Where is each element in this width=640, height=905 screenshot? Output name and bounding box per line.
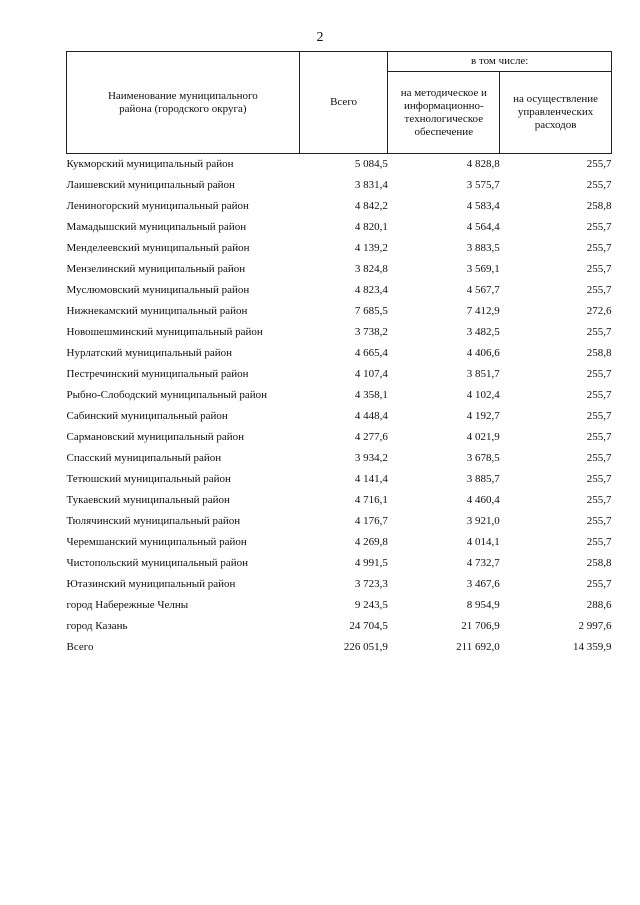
row-name: Лаишевский муниципальный район bbox=[66, 179, 235, 191]
row-methodical: 4 564,4 bbox=[466, 221, 500, 233]
row-methodical: 3 569,1 bbox=[466, 263, 500, 275]
row-name: город Казань bbox=[66, 620, 128, 632]
row-administrative: 255,7 bbox=[586, 410, 612, 422]
page-number: 2 bbox=[316, 30, 324, 45]
row-total: 4 269,8 bbox=[354, 536, 388, 548]
row-name: Тюлячинский муниципальный район bbox=[66, 515, 241, 527]
table-row bbox=[67, 511, 612, 532]
row-total: 4 716,1 bbox=[354, 494, 388, 506]
table-row bbox=[67, 259, 612, 280]
row-total: 4 107,4 bbox=[354, 368, 388, 380]
row-administrative: 255,7 bbox=[586, 263, 612, 275]
budget-table bbox=[66, 51, 612, 658]
table-row bbox=[67, 175, 612, 196]
row-total: 3 934,2 bbox=[354, 452, 388, 464]
row-methodical: 4 460,4 bbox=[466, 494, 500, 506]
row-total: 4 141,4 bbox=[354, 473, 388, 485]
table-row bbox=[67, 301, 612, 322]
row-methodical: 211 692,0 bbox=[456, 641, 500, 653]
row-methodical: 4 828,8 bbox=[466, 158, 500, 170]
row-administrative: 255,7 bbox=[586, 368, 612, 380]
row-total: 4 820,1 bbox=[354, 221, 388, 233]
row-total: 5 084,5 bbox=[354, 158, 388, 170]
row-total: 4 358,1 bbox=[354, 389, 388, 401]
row-name: Сармановский муниципальный район bbox=[66, 431, 245, 443]
row-total: 4 176,7 bbox=[354, 515, 388, 527]
row-total: 4 842,2 bbox=[354, 200, 388, 212]
row-total: 3 824,8 bbox=[354, 263, 388, 275]
row-name: Тетюшский муниципальный район bbox=[66, 473, 231, 485]
row-methodical: 4 567,7 bbox=[466, 284, 500, 296]
row-administrative: 255,7 bbox=[586, 536, 612, 548]
row-name: Всего bbox=[66, 641, 94, 653]
row-total: 9 243,5 bbox=[354, 599, 388, 611]
row-administrative: 255,7 bbox=[586, 158, 612, 170]
row-total: 7 685,5 bbox=[354, 305, 388, 317]
row-methodical: 3 482,5 bbox=[466, 326, 500, 338]
row-administrative: 288,6 bbox=[586, 599, 612, 611]
table-row bbox=[67, 154, 612, 176]
row-methodical: 3 678,5 bbox=[466, 452, 500, 464]
table-row bbox=[67, 343, 612, 364]
row-name: Нижнекамский муниципальный район bbox=[66, 305, 248, 317]
table-row bbox=[67, 532, 612, 553]
row-total: 4 139,2 bbox=[354, 242, 388, 254]
table-body bbox=[67, 154, 612, 659]
row-name: Кукморский муниципальный район bbox=[66, 158, 234, 170]
row-name: Черемшанский муниципальный район bbox=[66, 536, 247, 548]
row-administrative: 255,7 bbox=[586, 515, 612, 527]
row-methodical: 4 192,7 bbox=[466, 410, 500, 422]
row-methodical: 4 021,9 bbox=[466, 431, 500, 443]
row-name: Пестречинский муниципальный район bbox=[66, 368, 249, 380]
table-row bbox=[67, 364, 612, 385]
row-name: Менделеевский муниципальный район bbox=[66, 242, 250, 254]
row-total: 4 448,4 bbox=[354, 410, 388, 422]
row-administrative: 255,7 bbox=[586, 242, 612, 254]
row-administrative: 272,6 bbox=[586, 305, 612, 317]
row-administrative: 258,8 bbox=[586, 347, 612, 359]
row-administrative: 255,7 bbox=[586, 473, 612, 485]
row-administrative: 258,8 bbox=[586, 200, 612, 212]
row-administrative: 255,7 bbox=[586, 578, 612, 590]
row-name: Мензелинский муниципальный район bbox=[66, 263, 246, 275]
row-total: 4 991,5 bbox=[354, 557, 388, 569]
row-name: Рыбно-Слободский муниципальный район bbox=[66, 389, 268, 401]
row-methodical: 4 014,1 bbox=[466, 536, 500, 548]
header-total: Всего bbox=[299, 52, 388, 154]
row-name: Лениногорский муниципальный район bbox=[66, 200, 249, 212]
row-administrative: 14 359,9 bbox=[573, 641, 612, 653]
row-methodical: 8 954,9 bbox=[466, 599, 500, 611]
header-name: Наименование муниципального района (городского округа) bbox=[67, 52, 300, 154]
header-administrative: на осуществление управленческих расходов bbox=[500, 72, 612, 154]
row-methodical: 4 583,4 bbox=[466, 200, 500, 212]
row-methodical: 4 406,6 bbox=[466, 347, 500, 359]
table-row bbox=[67, 385, 612, 406]
row-methodical: 3 467,6 bbox=[466, 578, 500, 590]
row-administrative: 258,8 bbox=[586, 557, 612, 569]
row-total: 3 831,4 bbox=[354, 179, 388, 191]
row-methodical: 4 102,4 bbox=[466, 389, 500, 401]
row-administrative: 255,7 bbox=[586, 431, 612, 443]
row-total: 4 277,6 bbox=[354, 431, 388, 443]
row-methodical: 3 851,7 bbox=[466, 368, 500, 380]
table-header bbox=[67, 52, 612, 154]
row-name: Мамадышский муниципальный район bbox=[66, 221, 247, 233]
table-row bbox=[67, 406, 612, 427]
row-methodical: 4 732,7 bbox=[466, 557, 500, 569]
table-row bbox=[67, 574, 612, 595]
row-name: Сабинский муниципальный район bbox=[66, 410, 228, 422]
table-row bbox=[67, 217, 612, 238]
row-administrative: 2 997,6 bbox=[578, 620, 612, 632]
row-name: Нурлатский муниципальный район bbox=[66, 347, 233, 359]
row-total: 4 823,4 bbox=[354, 284, 388, 296]
row-methodical: 3 575,7 bbox=[466, 179, 500, 191]
row-administrative: 255,7 bbox=[586, 494, 612, 506]
table-row bbox=[67, 595, 612, 616]
header-methodical: на методическое и информационно-технологическое обеспечение bbox=[388, 72, 500, 154]
table-row bbox=[67, 196, 612, 217]
row-total: 24 704,5 bbox=[349, 620, 388, 632]
row-methodical: 3 883,5 bbox=[466, 242, 500, 254]
row-administrative: 255,7 bbox=[586, 326, 612, 338]
row-name: город Набережные Челны bbox=[66, 599, 189, 611]
row-methodical: 21 706,9 bbox=[461, 620, 500, 632]
row-total: 4 665,4 bbox=[354, 347, 388, 359]
table-row bbox=[67, 322, 612, 343]
row-methodical: 3 885,7 bbox=[466, 473, 500, 485]
row-name: Тукаевский муниципальный район bbox=[66, 494, 230, 506]
table-row bbox=[67, 448, 612, 469]
row-name: Ютазинский муниципальный район bbox=[66, 578, 236, 590]
row-name: Новошешминский муниципальный район bbox=[66, 326, 263, 338]
row-administrative: 255,7 bbox=[586, 389, 612, 401]
row-administrative: 255,7 bbox=[586, 284, 612, 296]
table-row bbox=[67, 637, 612, 658]
row-total: 226 051,9 bbox=[343, 641, 388, 653]
table-row bbox=[67, 238, 612, 259]
header-including: в том числе: bbox=[388, 52, 612, 72]
table-row bbox=[67, 469, 612, 490]
row-administrative: 255,7 bbox=[586, 179, 612, 191]
row-administrative: 255,7 bbox=[586, 221, 612, 233]
row-total: 3 723,3 bbox=[354, 578, 388, 590]
row-total: 3 738,2 bbox=[354, 326, 388, 338]
row-administrative: 255,7 bbox=[586, 452, 612, 464]
row-name: Муслюмовский муниципальный район bbox=[66, 284, 250, 296]
table-row bbox=[67, 427, 612, 448]
row-name: Чистопольский муниципальный район bbox=[66, 557, 249, 569]
table-row bbox=[67, 553, 612, 574]
table-row bbox=[67, 616, 612, 637]
table-row bbox=[67, 280, 612, 301]
table-row bbox=[67, 490, 612, 511]
row-methodical: 3 921,0 bbox=[466, 515, 500, 527]
row-methodical: 7 412,9 bbox=[466, 305, 500, 317]
row-name: Спасский муниципальный район bbox=[66, 452, 222, 464]
